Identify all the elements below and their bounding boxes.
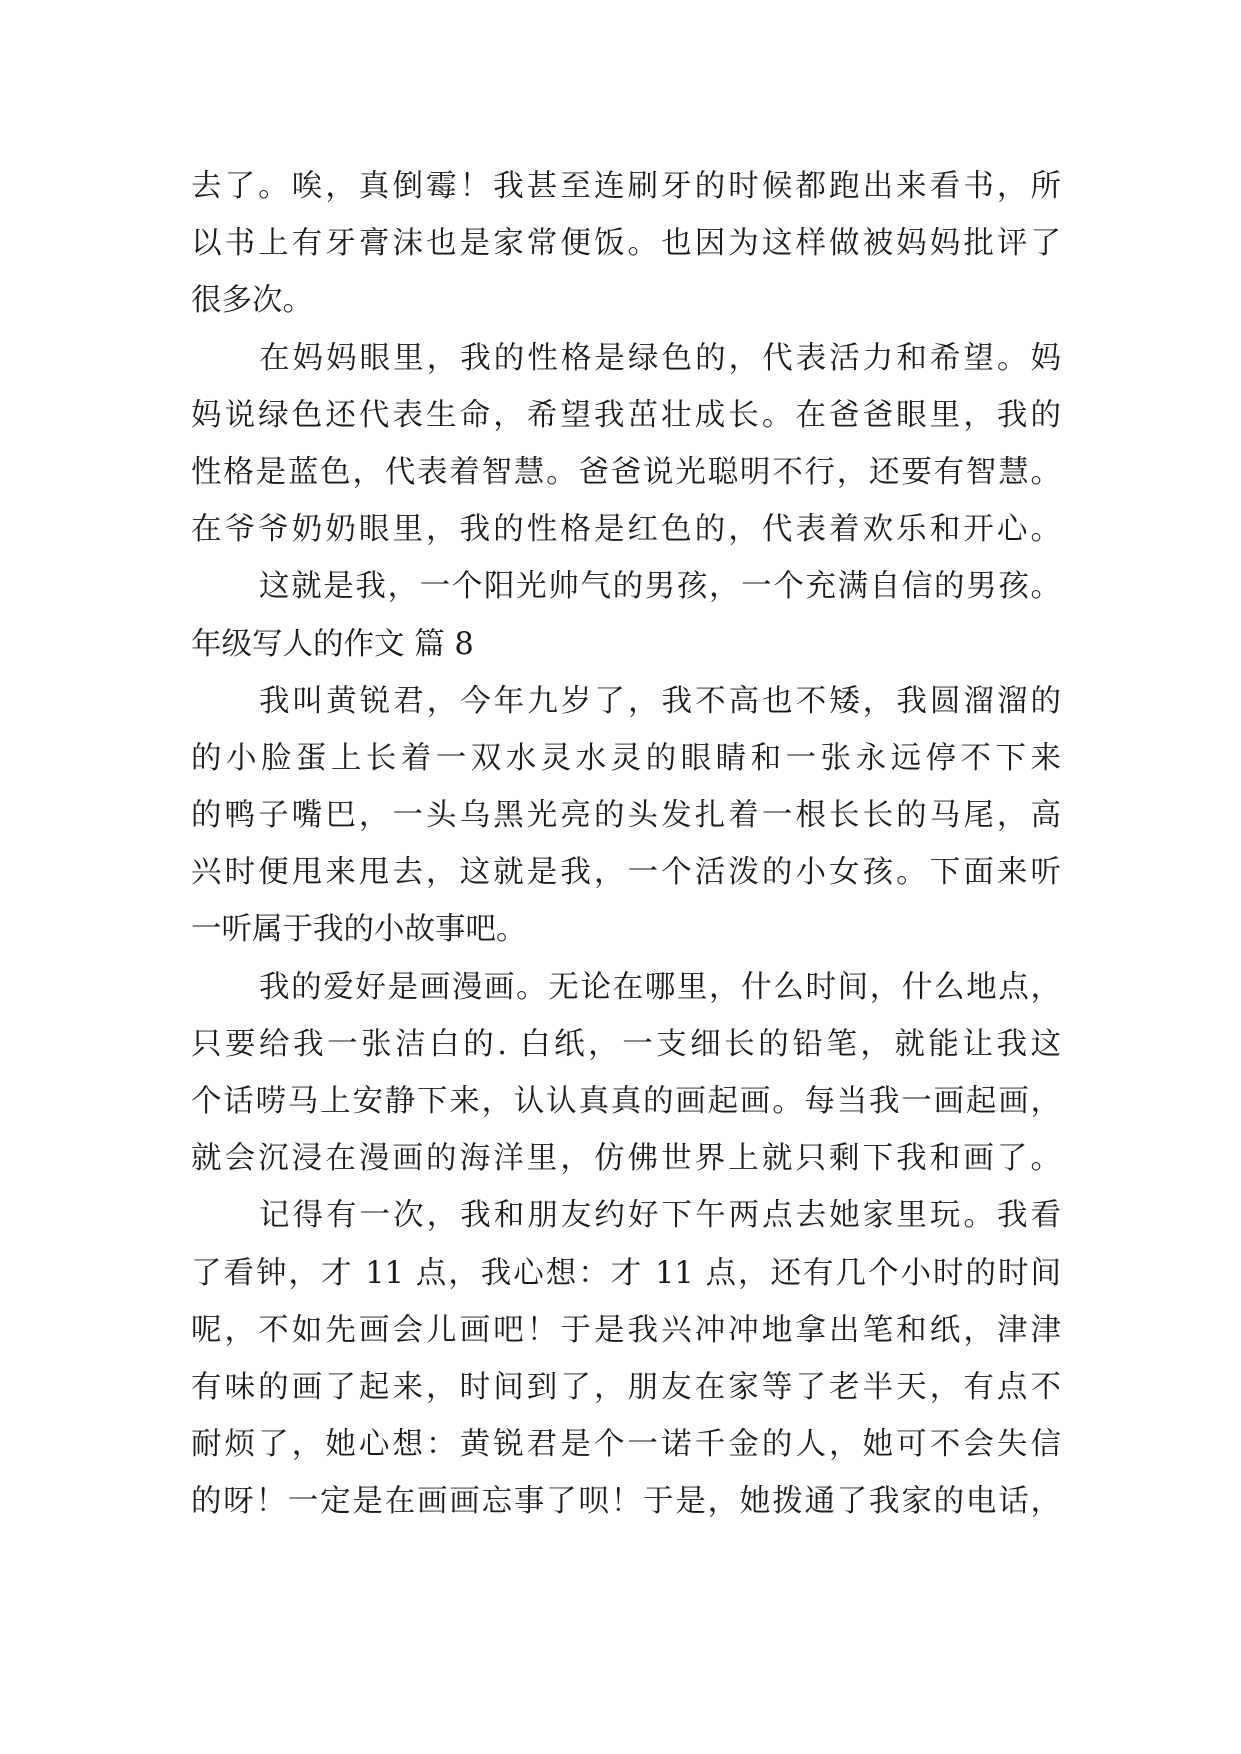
text-line: 很多次。 <box>191 283 313 319</box>
text-line: 呢，不如先画会儿画吧！于是我兴冲冲地拿出笔和纸，津津 <box>191 1312 1061 1348</box>
text-line: 的鸭子嘴巴，一头乌黑光亮的头发扎着一根长长的马尾，高 <box>191 798 1061 834</box>
paragraph-start-line: 这就是我，一个阳光帅气的男孩，一个充满自信的男孩。 <box>259 569 1061 605</box>
text-line: 兴时便甩来甩去，这就是我，一个活泼的小女孩。下面来听 <box>191 855 1061 891</box>
section-heading: 年级写人的作文 篇 8 <box>191 626 474 662</box>
text-line: 性格是蓝色，代表着智慧。爸爸说光聪明不行，还要有智慧。 <box>191 454 1061 490</box>
text-line: 妈说绿色还代表生命，希望我茁壮成长。在爸爸眼里，我的 <box>191 397 1061 433</box>
text-line: 个话唠马上安静下来，认认真真的画起画。每当我一画起画， <box>191 1084 1061 1119</box>
paragraph-start-line: 记得有一次，我和朋友约好下午两点去她家里玩。我看 <box>259 1198 1061 1234</box>
paragraph-start-line: 我叫黄锐君，今年九岁了，我不高也不矮，我圆溜溜的 <box>259 683 1061 719</box>
text-line: 耐烦了，她心想：黄锐君是个一诺千金的人，她可不会失信 <box>191 1427 1061 1463</box>
essay-body <box>191 158 1061 1531</box>
paragraph-start-line: 我的爱好是画漫画。无论在哪里，什么时间，什么地点， <box>259 969 1061 1005</box>
text-line: 的呀！一定是在画画忘事了呗！于是，她拨通了我家的电话， <box>191 1484 1061 1520</box>
paragraph-start-line: 在妈妈眼里，我的性格是绿色的，代表活力和希望。妈 <box>259 340 1061 376</box>
text-line: 去了。唉，真倒霉！我甚至连刷牙的时候都跑出来看书，所 <box>191 169 1061 204</box>
text-line: 了看钟，才 11 点，我心想：才 11 点，还有几个小时的时间 <box>191 1255 1061 1291</box>
text-line: 一听属于我的小故事吧。 <box>191 912 527 948</box>
text-line: 的小脸蛋上长着一双水灵水灵的眼睛和一张永远停不下来 <box>191 740 1061 776</box>
text-line: 以书上有牙膏沫也是家常便饭。也因为这样做被妈妈批评了 <box>191 226 1061 262</box>
text-line: 就会沉浸在漫画的海洋里，仿佛世界上就只剩下我和画了。 <box>191 1141 1061 1177</box>
text-line: 在爷爷奶奶眼里，我的性格是红色的，代表着欢乐和开心。 <box>191 512 1061 548</box>
text-line: 有味的画了起来，时间到了，朋友在家等了老半天，有点不 <box>191 1369 1061 1405</box>
text-line: 只要给我一张洁白的. 白纸，一支细长的铅笔，就能让我这 <box>191 1026 1061 1062</box>
